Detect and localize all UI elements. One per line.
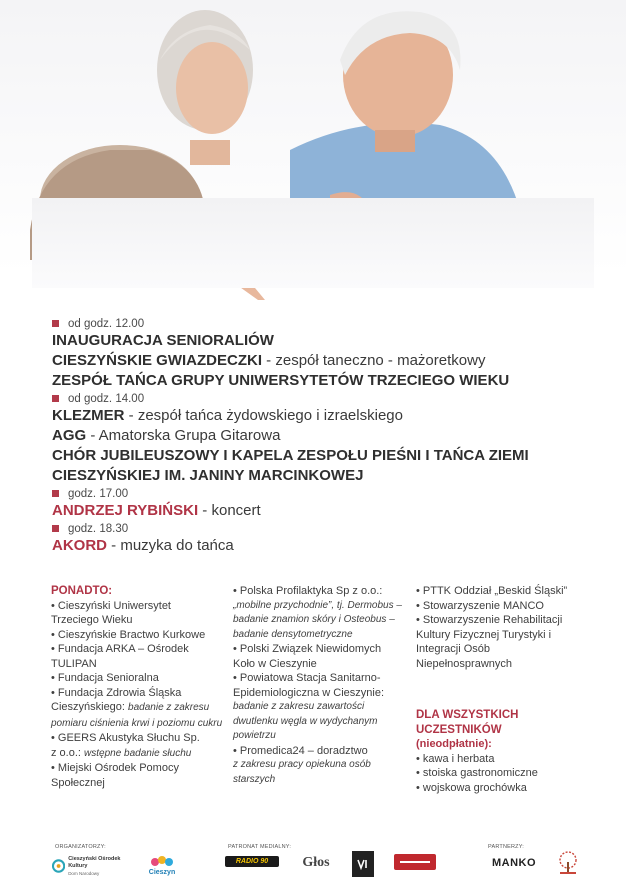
event-line [52, 406, 612, 426]
event-description: - zespół taneczno - mażoretkowy [262, 352, 486, 369]
organizers-label: ORGANIZATORZY: [55, 844, 106, 850]
cieszyn-emblem-icon [150, 855, 174, 869]
list-item: Niepełnosprawnych [416, 657, 512, 670]
service-note: badanie z zakresu zawartości dwutlenku węgla w wydychanym powietrzu [233, 701, 378, 741]
sponsors-footer [0, 836, 626, 888]
list-item: • Promedica24 – doradztwo [233, 744, 368, 757]
cieszyn-logo [145, 850, 179, 880]
event-title: ZESPÓŁ TAŃCA GRUPY UNIWERSYTETÓW TRZECIEGO WIEKU [52, 372, 510, 389]
list-item: • Cieszyński Uniwersytet [51, 599, 171, 612]
manko-label: MANKO [491, 857, 537, 869]
media-label: PATRONAT MEDIALNY: [228, 844, 292, 850]
service-note: „mobilne przychodnie”, tj. Dermobus – badanie znamion skóry i Osteobus – badanie densytometryczne [233, 599, 402, 640]
time-row [52, 521, 612, 536]
org-name: Cieszyńskiego: [51, 701, 125, 713]
list-item: • Polska Profilaktyka Sp z o.o.: [233, 585, 383, 597]
event-line [52, 446, 612, 466]
list-item: • Stowarzyszenie MANCO [416, 599, 544, 612]
time-row [52, 486, 612, 501]
time-label: godz. 17.00 [68, 487, 129, 500]
cok-emblem-icon [52, 858, 65, 874]
bullet-icon [52, 320, 59, 327]
event-title: CHÓR JUBILEUSZOWY I KAPELA ZESPOŁU PIEŚNI I TAŃCA ZIEMI [52, 447, 529, 464]
list-item [51, 746, 231, 762]
service-note: wstępne badanie słuchu [84, 747, 192, 759]
radio90-logo [225, 856, 279, 867]
list-item: Integracji Osób [416, 643, 490, 655]
glos-label: Głos [302, 855, 330, 870]
list-item: • PTTK Oddział „Beskid Śląski” [416, 585, 568, 597]
media-logo [394, 854, 436, 870]
white-board [32, 198, 594, 288]
event-title: CIESZYŃSKIEJ IM. JANINY MARCINKOWEJ [52, 467, 364, 484]
event-title: KLEZMER [52, 407, 125, 424]
list-item: • Cieszyńskie Bractwo Kurkowe [51, 628, 206, 641]
time-label: od godz. 12.00 [68, 317, 145, 330]
event-line [52, 501, 612, 521]
event-description: - muzyka do tańca [107, 537, 234, 554]
list-item: • Fundacja ARKA – Ośrodek [51, 643, 189, 655]
section-heading: DLA WSZYSTKICH [416, 709, 519, 721]
time-label: od godz. 14.00 [68, 392, 145, 405]
info-column-3 [416, 584, 596, 795]
list-item: TULIPAN [51, 657, 97, 670]
event-title: AGG [52, 427, 87, 444]
time-row [52, 316, 612, 331]
event-line [52, 351, 612, 371]
time-row [52, 391, 612, 406]
info-column-2 [233, 584, 409, 787]
event-line [52, 426, 612, 446]
cok-logo [52, 854, 137, 878]
free-label: (nieodpłatnie): [416, 738, 492, 750]
event-description: - Amatorska Grupa Gitarowa [86, 427, 281, 444]
service-note: badanie z zakresu pomiaru ciśnienia krwi i poziomu cukru [51, 702, 223, 729]
list-item: Trzeciego Wieku [51, 614, 133, 626]
list-item: • Powiatowa Stacja Sanitarno- [233, 672, 381, 684]
list-item: • kawa i herbata [416, 752, 495, 765]
event-line [52, 371, 612, 391]
list-item: Koło w Cieszynie [233, 657, 317, 670]
service-note: z zakresu pracy opiekuna osób starszych [233, 759, 371, 785]
bullet-icon [52, 490, 59, 497]
program [52, 316, 612, 556]
vifi-icon [356, 858, 370, 870]
radio90-label: RADIO 90 [235, 858, 269, 865]
partners-label: PARTNERZY: [488, 844, 525, 850]
media-logo [352, 851, 374, 877]
list-item: • Miejski Ośrodek Pomocy [51, 762, 179, 774]
event-title: INAUGURACJA SENIORALIÓW [52, 332, 274, 349]
event-title: CIESZYŃSKIE GWIAZDECZKI [52, 352, 263, 369]
list-item: • GEERS Akustyka Słuchu Sp. [51, 732, 200, 744]
event-line [52, 536, 612, 556]
manko-logo [488, 854, 540, 872]
list-item: • Polski Związek Niewidomych [233, 643, 382, 655]
event-line [52, 331, 612, 351]
list-item: • wojskowa grochówka [416, 781, 527, 794]
org-name: z o.o.: [51, 746, 81, 759]
list-item: • stoiska gastronomiczne [416, 767, 538, 779]
bullet-icon [52, 395, 59, 402]
section-heading: PONADTO: [51, 585, 113, 597]
info-column-1 [51, 584, 231, 790]
list-item: • Stowarzyszenie Rehabilitacji [416, 614, 563, 626]
bullet-icon [52, 525, 59, 532]
section-heading: UCZESTNIKÓW [416, 723, 502, 736]
list-item: • Fundacja Zdrowia Śląska [51, 686, 182, 699]
event-title: ANDRZEJ RYBIŃSKI [52, 502, 199, 519]
cok-name: Cieszyński Ośrodek Kultury [68, 855, 121, 869]
list-item: Epidemiologiczna w Cieszynie: [233, 686, 385, 699]
event-line [52, 466, 612, 486]
event-description: - koncert [198, 502, 261, 519]
list-item: Kultury Fizycznej Turystyki i [416, 628, 552, 641]
event-description: - zespół tańca żydowskiego i izraelskiego [124, 407, 403, 424]
glos-logo [297, 851, 335, 875]
cieszyn-label: Cieszyn [148, 868, 176, 876]
list-item: Społecznej [51, 776, 105, 789]
partner-tree-logo [553, 848, 583, 880]
list-item: • Fundacja Senioralna [51, 672, 159, 684]
cok-subname: Dom Narodowy [68, 870, 100, 876]
tree-icon [555, 850, 581, 878]
event-title: AKORD [52, 537, 107, 554]
time-label: godz. 18.30 [68, 522, 129, 535]
newspaper-icon [399, 858, 431, 866]
list-item [51, 700, 231, 731]
hero-photo [0, 0, 626, 305]
